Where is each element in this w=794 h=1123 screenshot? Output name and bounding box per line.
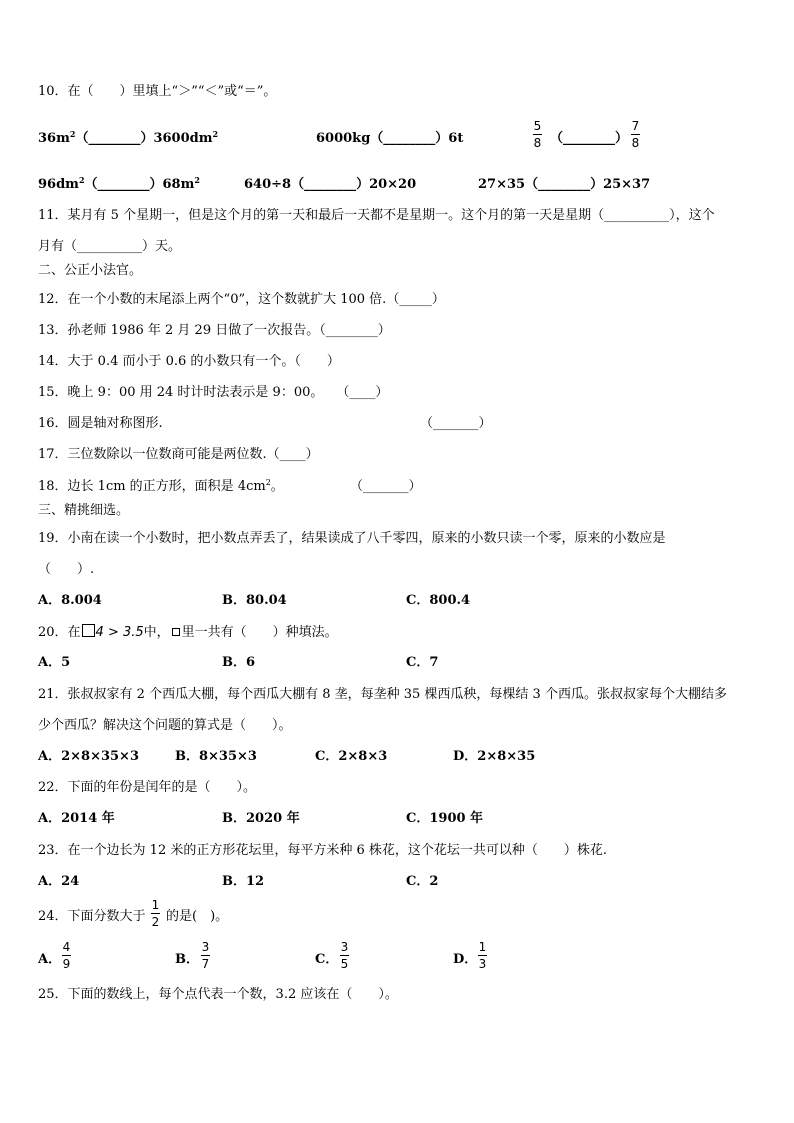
q11-line-1: 11．某月有 5 个星期一，但是这个月的第一天和最后一天都不是星期一。这个月的第一天是星期（__________），这个 [38, 208, 715, 223]
q11-line-2: 月有（__________）天。 [38, 239, 182, 254]
q10-item-2: 6000kg（________）6t [316, 131, 464, 146]
small-box-icon [172, 628, 180, 636]
q10-item-5: 640÷8（________）20×20 [244, 177, 417, 192]
q23-option-c[interactable]: C．2 [406, 874, 439, 889]
q23-option-a[interactable]: A．24 [38, 874, 80, 889]
q24-option-b-label[interactable]: B． [175, 952, 199, 967]
q10-item-3-blank: （________） [550, 131, 629, 146]
q22-prompt: 22．下面的年份是闰年的是（ ）。 [38, 780, 257, 795]
q10-item-1: $36m^2(\_\_\_\_\_\_\_\_)3600dm^2$ [38, 129, 219, 146]
q21-option-b[interactable]: B．8×35×3 [175, 749, 257, 764]
q25-prompt: 25．下面的数线上，每个点代表一个数，3.2 应该在（ ）。 [38, 987, 398, 1002]
q24-option-c-fraction[interactable]: 3 5 [340, 940, 349, 971]
q20-option-b[interactable]: B．6 [222, 655, 256, 670]
q24-option-b-fraction[interactable]: 3 7 [201, 940, 210, 971]
q20-prompt: 20．在 4 > 3.5中， 里一共有（ ）种填法。 [38, 625, 338, 640]
section-2-heading: 二、公正小法官。 [38, 263, 143, 278]
q20-option-a[interactable]: A．5 [38, 655, 71, 670]
q24-option-a-fraction[interactable]: 4 9 [62, 940, 71, 971]
q16-blank: （_______） [420, 416, 492, 431]
q22-option-c[interactable]: C．1900 年 [406, 811, 484, 826]
q21-line-2: 少个西瓜？解决这个问题的算式是（ ）。 [38, 718, 292, 733]
empty-box-icon [82, 624, 95, 637]
q10-item-4: $96dm^2(\_\_\_\_\_\_\_\_)68m^2$ [38, 175, 200, 192]
q24-fraction-1-2: 1 2 [151, 898, 160, 929]
q10-prompt: 10．在（ ）里填上“＞”“＜”或“＝”。 [38, 84, 277, 99]
q10-fraction-5-8: 5 8 [533, 119, 542, 150]
q17: 17．三位数除以一位数商可能是两位数.（____） [38, 447, 319, 462]
q16: 16．圆是轴对称图形. [38, 416, 163, 431]
q19-line-2: （ ）. [38, 562, 95, 577]
q22-option-a[interactable]: A．2014 年 [38, 811, 115, 826]
q19-line-1: 19．小南在读一个小数时，把小数点弄丢了，结果读成了八千零四，原来的小数只读一个零，原来的小数应是 [38, 531, 666, 546]
q24-option-d-label[interactable]: D． [453, 952, 478, 967]
q15: 15．晚上 9：00 用 24 时计时法表示是 9：00。 （____） [38, 385, 389, 400]
q23-prompt: 23．在一个边长为 12 米的正方形花坛里，每平方米种 6 株花，这个花坛一共可以种（ ）株花. [38, 843, 608, 858]
q24-option-d-fraction[interactable]: 1 3 [478, 940, 487, 971]
q10-item-6: 27×35（________）25×37 [478, 177, 651, 192]
q21-option-a[interactable]: A．2×8×35×3 [38, 749, 139, 764]
q20-option-c[interactable]: C．7 [406, 655, 439, 670]
q13: 13．孙老师 1986 年 2 月 29 日做了一次报告。（________） [38, 323, 391, 338]
q14: 14．大于 0.4 而小于 0.6 的小数只有一个。（ ） [38, 354, 340, 369]
q12: 12．在一个小数的末尾添上两个“0”，这个数就扩大 100 倍.（_____） [38, 292, 445, 307]
q18-blank: （_______） [350, 479, 422, 494]
section-3-heading: 三、精挑细选。 [38, 503, 130, 518]
q21-line-1: 21．张叔叔家有 2 个西瓜大棚，每个西瓜大棚有 8 垄，每垄种 35 棵西瓜秧，每棵结 3 个西瓜。张叔叔家每个大棚结多 [38, 687, 727, 702]
q24-option-c-label[interactable]: C． [315, 952, 339, 967]
q19-option-c[interactable]: C．800.4 [406, 593, 471, 608]
q21-option-d[interactable]: D．2×8×35 [453, 749, 536, 764]
q23-option-b[interactable]: B．12 [222, 874, 265, 889]
q22-option-b[interactable]: B．2020 年 [222, 811, 300, 826]
q24-prompt-pre: 24．下面分数大于 [38, 909, 146, 924]
q24-prompt-post: 的是( )。 [166, 909, 229, 924]
q18: 18．边长 1cm 的正方形，面积是 $4cm^2$。 [38, 478, 284, 494]
q24-option-a-label[interactable]: A． [38, 952, 62, 967]
q19-option-a[interactable]: A．8.004 [38, 593, 102, 608]
q10-fraction-7-8: 7 8 [631, 119, 640, 150]
q21-option-c[interactable]: C．2×8×3 [315, 749, 388, 764]
q19-option-b[interactable]: B．80.04 [222, 593, 287, 608]
